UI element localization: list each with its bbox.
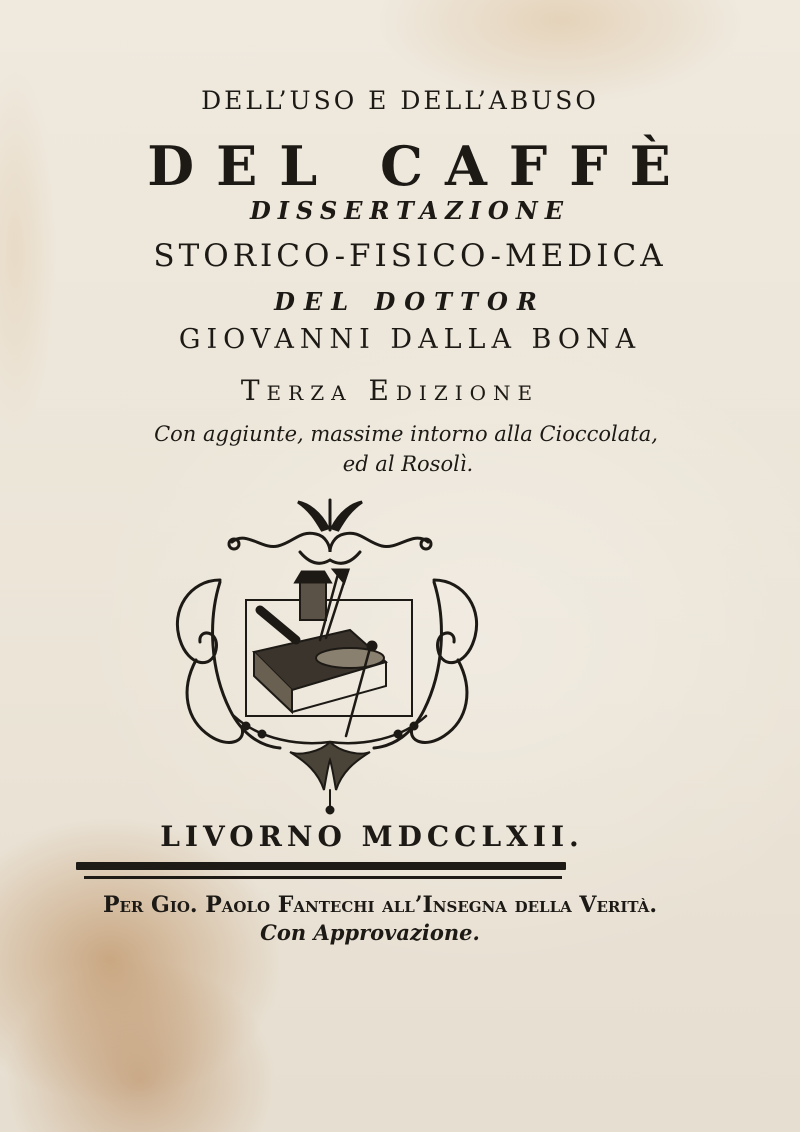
title-line-caffe: DEL CAFFÈ	[147, 134, 693, 198]
thin-rule	[84, 876, 562, 879]
subtitle-line-1: Con aggiunte, massime intorno alla Cioccolata,	[154, 422, 658, 446]
title-line-uso-abuso: DELL’USO E DELL’ABUSO	[201, 86, 599, 115]
imprint-printer: Per Gio. Paolo Fantechi all’Insegna della Verità.	[102, 892, 658, 918]
thick-rule	[76, 862, 566, 870]
title-line-del-dottor: DEL DOTTOR	[274, 287, 546, 316]
baroque-emblem-icon	[150, 490, 500, 820]
imprint-approval: Con Approvazione.	[260, 920, 480, 945]
subtitle-line-2: ed al Rosolì.	[342, 452, 474, 476]
title-line-storico: STORICO-FISICO-MEDICA	[153, 238, 667, 274]
imprint-place-date: LIVORNO MDCCLXII.	[160, 820, 584, 853]
edition-line: Terza Edizione	[240, 374, 540, 407]
title-line-dissertazione: DISSERTAZIONE	[249, 196, 571, 225]
author-name: GIOVANNI DALLA BONA	[178, 324, 642, 355]
